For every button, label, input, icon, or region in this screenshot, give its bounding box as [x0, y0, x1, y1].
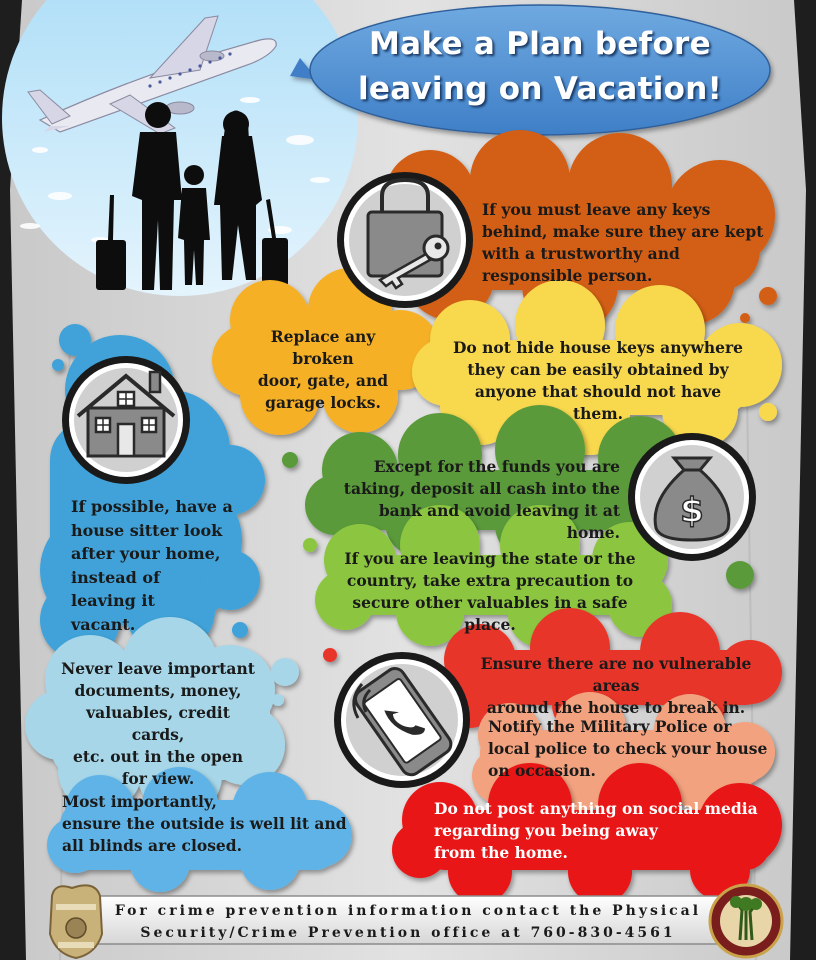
tip-keys-behind	[482, 199, 763, 287]
footer-line-1: For crime prevention information contact the Physical	[114, 903, 702, 919]
tip-replace-locks	[244, 326, 402, 414]
tip-line: after your home,	[71, 544, 221, 563]
tip-line: documents, money,	[74, 681, 242, 700]
tip-line: country, take extra precaution to	[346, 571, 634, 590]
military-police-badge-icon	[50, 885, 102, 958]
tip-deposit-cash	[326, 456, 620, 544]
tip-documents	[58, 658, 258, 790]
tip-lights-blinds	[62, 791, 347, 857]
tip-line: Do not hide house keys anywhere	[452, 338, 743, 357]
tip-line: leaving it	[71, 591, 155, 610]
tip-house-sitter	[71, 495, 233, 636]
phone-icon	[334, 652, 470, 788]
tip-leaving-state	[326, 548, 654, 636]
tip-line: door, gate, and	[257, 371, 389, 390]
tip-line: If you are leaving the state or the	[344, 549, 636, 568]
base-seal-icon	[710, 885, 782, 957]
tip-line: Except for the funds you are	[373, 457, 620, 476]
tip-line: for view.	[121, 769, 195, 788]
tip-line: secure other valuables in a safe place.	[352, 593, 628, 634]
tip-social-media	[434, 798, 758, 864]
title-line-2: leaving on Vacation!	[357, 71, 723, 107]
house-icon	[62, 356, 190, 484]
tip-line: garage locks.	[265, 393, 381, 412]
tip-line: around the house to break in.	[486, 698, 746, 717]
tip-vulnerable-areas	[462, 653, 770, 719]
tip-line: local police to check your house	[488, 739, 768, 758]
tip-notify-police	[488, 716, 767, 782]
tip-line: Most importantly,	[62, 792, 217, 811]
tip-hide-keys	[448, 337, 748, 425]
tip-line: all blinds are closed.	[62, 836, 243, 855]
tip-line: Do not post anything on social media	[434, 799, 758, 818]
money-bag-icon	[628, 433, 756, 561]
tip-line: ensure the outside is well lit and	[62, 814, 347, 833]
footer-contact	[108, 900, 708, 944]
tip-line: Replace any broken	[270, 327, 376, 368]
padlock-key-icon	[337, 172, 473, 308]
tip-line: on occasion.	[488, 761, 596, 780]
tip-line: etc. out in the open	[73, 747, 243, 766]
tip-line: If possible, have a	[71, 497, 233, 516]
tip-line: Notify the Military Police or	[488, 717, 732, 736]
tip-line: instead of	[71, 567, 160, 587]
tip-line: from the home.	[434, 843, 568, 862]
tip-line: If you must leave any keys	[482, 200, 711, 219]
tip-line: anyone that should not have them.	[474, 382, 722, 423]
tip-line: behind, make sure they are kept	[482, 222, 764, 241]
page-title	[330, 22, 750, 112]
tip-line: valuables, credit cards,	[86, 703, 230, 744]
tip-line: taking, deposit all cash into the	[343, 479, 620, 498]
tip-line: vacant.	[71, 614, 136, 634]
tip-line: regarding you being away	[434, 821, 658, 840]
title-line-1: Make a Plan before	[369, 26, 711, 62]
tip-line: with a trustworthy and	[482, 244, 680, 263]
tip-line: responsible person.	[482, 266, 653, 285]
tip-line: house sitter look	[71, 520, 223, 540]
svg-text:$: $	[680, 491, 704, 531]
tip-line: bank and avoid leaving it at home.	[378, 501, 620, 542]
tip-line: Never leave important	[61, 659, 255, 678]
tip-line: Ensure there are no vulnerable areas	[480, 654, 752, 695]
footer-line-2: Security/Crime Prevention office at 760-830-4561	[140, 925, 676, 941]
tip-line: they can be easily obtained by	[467, 360, 729, 379]
